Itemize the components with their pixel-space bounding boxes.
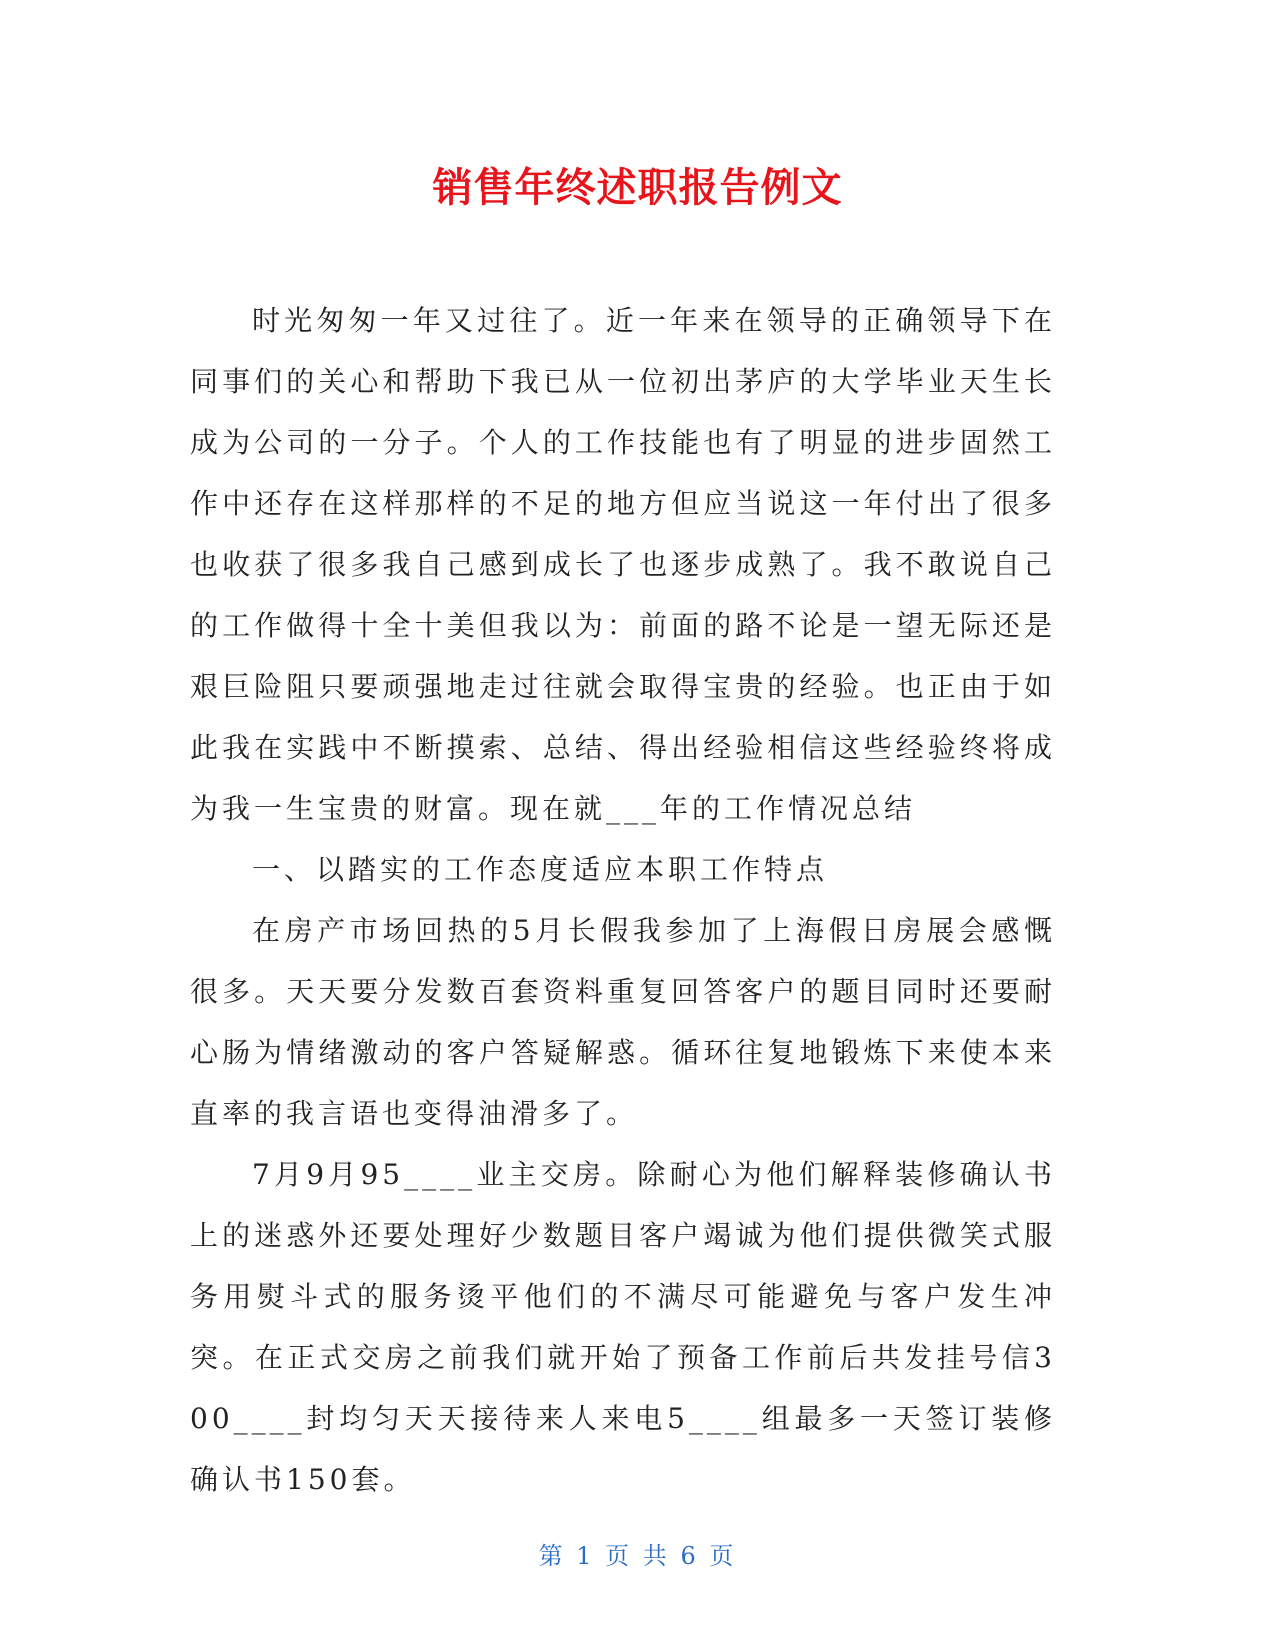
document-body [190, 290, 1056, 1510]
document-title: 销售年终述职报告例文 [432, 165, 843, 211]
paragraph-housing-expo: 在房产市场回热的5月长假我参加了上海假日房展会感慨很多。天天要分发数百套资料重复回答客户的题目同时还要耐心肠为情绪激动的客户答疑解惑。循环往复地锻炼下来使本来直率的我言语也变得油滑多了。 [190, 914, 1056, 1130]
page-number: 第 1 页 共 6 页 [538, 1542, 737, 1570]
paragraph-intro: 时光匆匆一年又过往了。近一年来在领导的正确领导下在同事们的关心和帮助下我已从一位初出茅庐的大学毕业天生长成为公司的一分子。个人的工作技能也有了明显的进步固然工作中还存在这样那样的不足的地方但应当说这一年付出了很多也收获了很多我自己感到成长了也逐步成熟了。我不敢说自己的工作做得十全十美但我以为：前面的路不论是一望无际还是艰巨险阻只要顽强地走过往就会取得宝贵的经验。也正由于如此我在实践中不断摸索、总结、得出经验相信这些经验终将成为我一生宝贵的财富。现在就___年的工作情况总结 [190, 304, 1056, 825]
paragraph-handover: 7月9月95____业主交房。除耐心为他们解释装修确认书上的迷惑外还要处理好少数题目客户竭诚为他们提供微笑式服务用熨斗式的服务烫平他们的不满尽可能避免与客户发生冲突。在正式交房之前我们就开始了预备工作前后共发挂号信300____封均匀天天接待来人来电5____组最多一天签订装修确认书150套。 [190, 1158, 1056, 1496]
section-heading-1: 一、以踏实的工作态度适应本职工作特点 [252, 853, 829, 886]
